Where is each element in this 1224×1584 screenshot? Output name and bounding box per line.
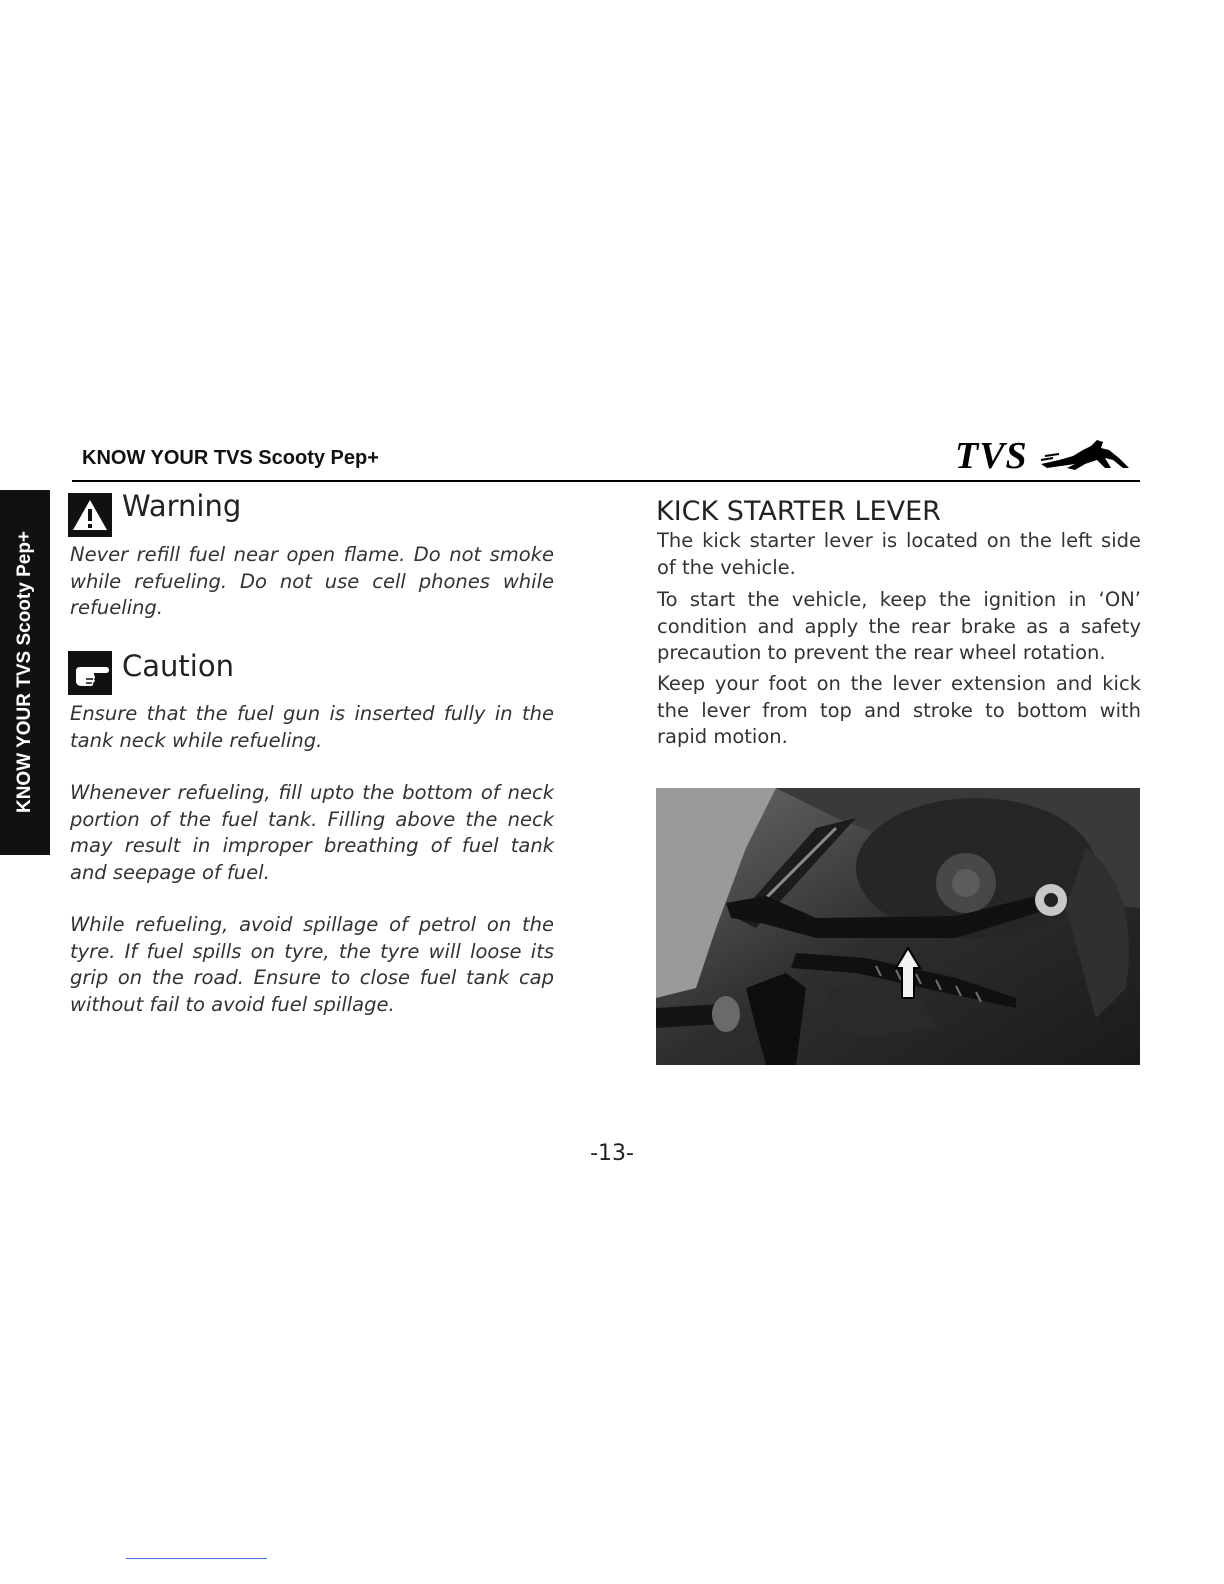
header-rule bbox=[72, 480, 1140, 482]
warning-triangle-icon bbox=[68, 493, 112, 537]
caution-paragraph-1: Ensure that the fuel gun is inserted fully in the tank neck while refueling. bbox=[70, 702, 554, 752]
footer-line bbox=[126, 1558, 267, 1559]
warning-heading: Warning bbox=[122, 489, 242, 523]
caution-paragraph-2: Whenever refueling, fill upto the bottom of neck portion of the fuel tank. Filling above the neck may result in improper breathing of fuel tank and seepage of fuel. bbox=[70, 781, 554, 884]
tvs-logo bbox=[955, 432, 1135, 478]
kick-starter-heading: KICK STARTER LEVER bbox=[656, 496, 941, 527]
side-tab bbox=[0, 490, 50, 855]
horse-logo-icon bbox=[1039, 436, 1131, 476]
side-tab-label: KNOW YOUR TVS Scooty Pep+ bbox=[14, 530, 35, 814]
tvs-logo-text: TVS bbox=[955, 435, 1028, 477]
caution-paragraph-3: While refueling, avoid spillage of petrol on the tyre. If fuel spills on tyre, the tyre will loose its grip on the road. Ensure to close fuel tank cap without fail to avoid fuel spillage. bbox=[70, 913, 554, 1016]
kick-starter-paragraph-2: To start the vehicle, keep the ignition in ‘ON’ condition and apply the rear brake as a safety precaution to prevent the rear wheel rotation. bbox=[657, 588, 1141, 664]
warning-text: Never refill fuel near open flame. Do not smoke while refueling. Do not use cell phones while refueling. bbox=[70, 543, 554, 619]
page-header-title: KNOW YOUR TVS Scooty Pep+ bbox=[82, 447, 379, 469]
caution-heading: Caution bbox=[122, 649, 234, 683]
kick-starter-paragraph-1: The kick starter lever is located on the left side of the vehicle. bbox=[657, 529, 1141, 579]
kick-starter-photo bbox=[656, 788, 1140, 1065]
kick-starter-paragraph-3: Keep your foot on the lever extension and kick the lever from top and stroke to bottom with rapid motion. bbox=[657, 672, 1141, 748]
pointing-hand-icon bbox=[68, 651, 112, 695]
page-number: -13- bbox=[590, 1141, 634, 1166]
